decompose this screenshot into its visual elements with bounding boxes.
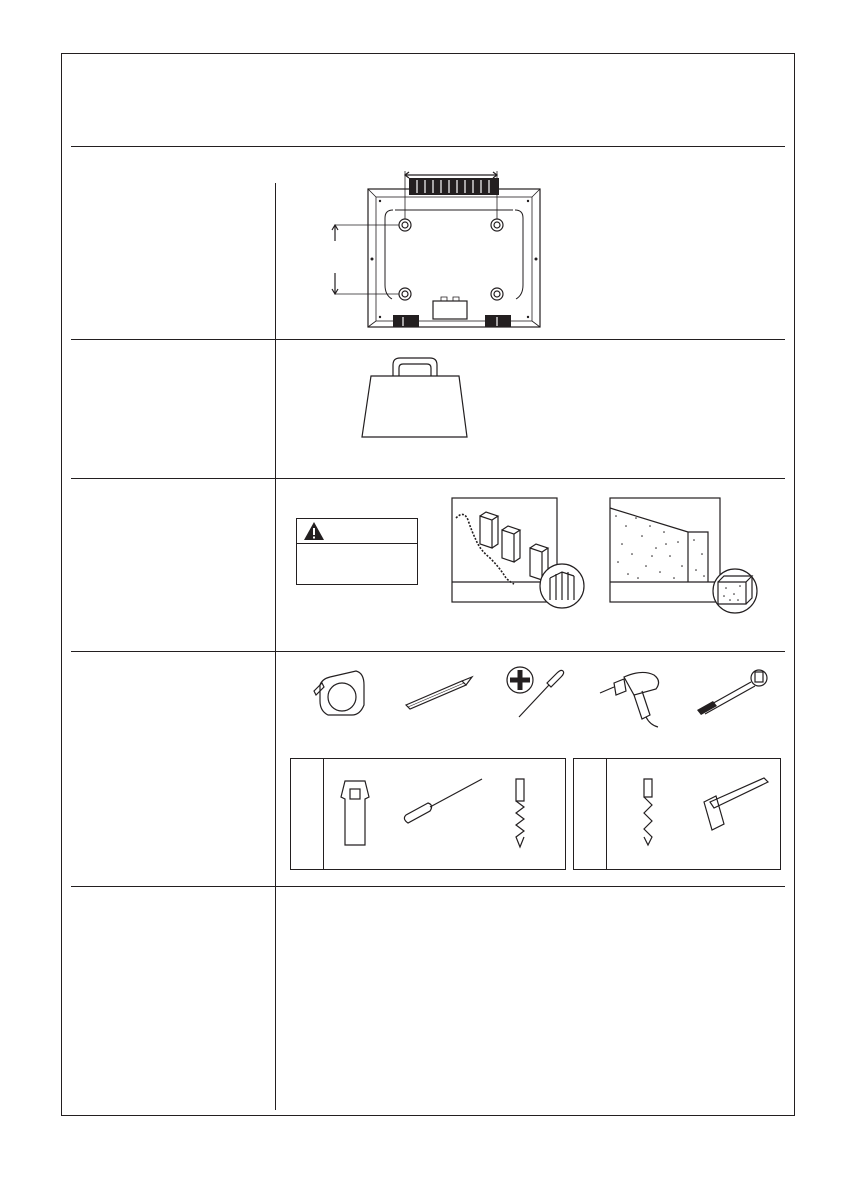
stud-finder-icon [335, 775, 375, 855]
power-drill-icon [598, 665, 668, 730]
concrete-wall-figure [608, 496, 758, 616]
phillips-screwdriver-icon [505, 665, 565, 725]
group-tab [291, 759, 324, 869]
group-tab [574, 759, 607, 869]
warning-triangle-icon [303, 521, 325, 541]
socket-wrench-icon [695, 668, 770, 718]
warning-box [296, 518, 418, 585]
wood-drill-bit-icon [508, 775, 532, 855]
masonry-drill-bit-icon [636, 775, 660, 855]
awl-icon [400, 775, 485, 830]
row-divider [71, 651, 785, 652]
title-divider [71, 146, 785, 147]
column-divider [275, 183, 276, 1110]
weight-icon [355, 355, 475, 440]
hammer-icon [700, 772, 770, 834]
row-divider [71, 478, 785, 479]
tape-measure-icon [312, 665, 372, 721]
row-divider [71, 339, 785, 340]
page-title [71, 70, 785, 130]
tv-back-mounting-diagram [325, 165, 555, 335]
row-divider [71, 886, 785, 887]
pencil-icon [400, 675, 475, 715]
warning-header [297, 519, 417, 544]
warning-label [297, 544, 417, 552]
wood-stud-wall-figure [450, 496, 595, 611]
